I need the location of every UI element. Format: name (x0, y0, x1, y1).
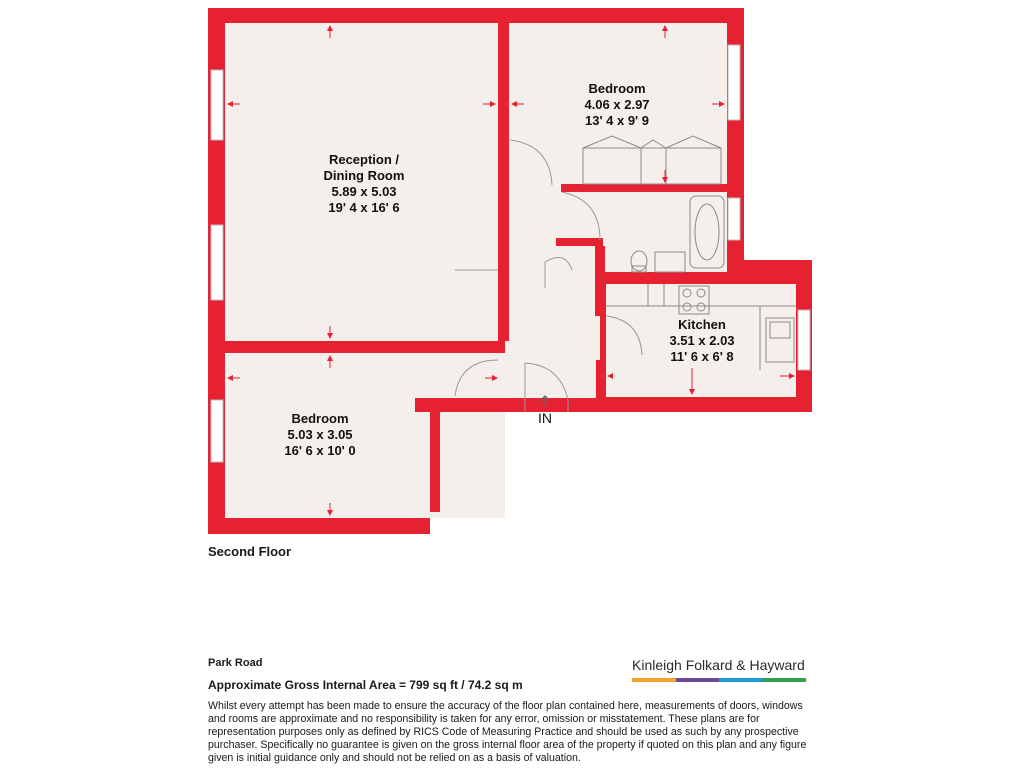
gross-internal-area: Approximate Gross Internal Area = 799 sq ft / 74.2 sq m (208, 678, 523, 692)
hall-entry-floor (430, 353, 590, 398)
property-address: Park Road (208, 657, 263, 669)
brand-color-bar (632, 678, 806, 682)
brand-bar-segment (763, 678, 807, 682)
reception-metric: 5.89 x 5.03 (331, 184, 397, 199)
kitchen-imperial: 11' 6 x 6' 8 (670, 349, 734, 364)
brand-bar-segment (676, 678, 720, 682)
kitchen-name: Kitchen (678, 317, 726, 332)
bedroom-bottom-name: Bedroom (291, 411, 349, 426)
reception-name: Reception / Dining Room (323, 152, 405, 183)
entrance-label: IN (538, 410, 552, 426)
disclaimer-text: Whilst every attempt has been made to ensure the accuracy of the floor plan contained here, measurements of doors, windows and rooms are approximate and no responsibility is taken for any error, omission or misstatement. These plans are for representation purposes only as defined by RICS Code of Measuring Practice and should be used as such by any prospective purchaser. Specifically no guarantee is given on the gross internal floor area of the property if quoted on this plan and any figure given is initial guidance only and should not be relied on as a basis of valuation. (208, 700, 807, 764)
brand-name: Kinleigh Folkard & Hayward (632, 657, 805, 673)
bedroom-top-metric: 4.06 x 2.97 (584, 97, 650, 112)
floor-name: Second Floor (208, 544, 292, 559)
reception-imperial: 19' 4 x 16' 6 (328, 200, 400, 215)
brand-bar-segment (632, 678, 676, 682)
bedroom-bottom-imperial: 16' 6 x 10' 0 (284, 443, 356, 458)
bedroom-bottom-metric: 5.03 x 3.05 (287, 427, 353, 442)
kitchen-metric: 3.51 x 2.03 (669, 333, 735, 348)
bedroom-top-name: Bedroom (588, 81, 646, 96)
brand-logo (632, 657, 806, 682)
brand-bar-segment (719, 678, 763, 682)
bedroom-top-imperial: 13' 4 x 9' 9 (584, 113, 650, 128)
